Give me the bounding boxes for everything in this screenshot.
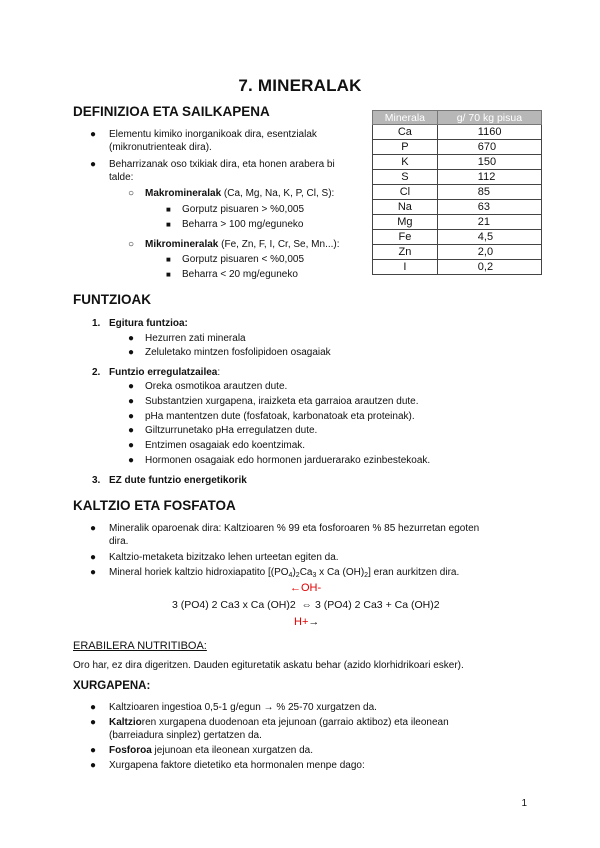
b3-sub: 3: [312, 572, 317, 579]
h-plus-label: H+: [294, 616, 309, 628]
table-header: Minerala: [373, 111, 438, 125]
micro-rest: (Fe, Zn, F, I, Cr, Se, Mn...):: [218, 239, 340, 250]
minerals-table: [372, 110, 542, 275]
table-cell: Zn: [373, 245, 438, 260]
b3-sub: 2: [295, 572, 300, 579]
b3-sub: 4: [288, 572, 293, 579]
sec3-bullet-3: [109, 566, 459, 582]
bullet-square: ■: [166, 205, 171, 214]
func-1-sub-2: Zeluletako mintzen fosfolipidoen osagaiak: [145, 347, 331, 358]
table-row: [373, 170, 542, 185]
bullet-disc: ●: [90, 552, 97, 563]
b3-text: ] eran aurkitzen dira.: [368, 567, 460, 578]
func-2-sub-3: pHa mantentzen dute (fosfatoak, karbonatoak eta proteinak).: [145, 411, 415, 422]
bullet-disc: ●: [128, 440, 135, 451]
bullet-square: ■: [166, 255, 171, 264]
equilibrium-formula: 3 (PO4) 2 Ca3 x Ca (OH)2 ⇔ 3 (PO4) 2 Ca3 + Ca (OH)2: [172, 599, 440, 611]
bullet-circle: ○: [128, 188, 135, 199]
arrow-oh-label: ←OH-: [290, 582, 322, 594]
macro-rest: (Ca, Mg, Na, K, P, Cl, S):: [221, 188, 335, 199]
table-cell: Fe: [373, 230, 438, 245]
table-row: [373, 200, 542, 215]
erabilera-text: Oro har, ez dira digeritzen. Dauden egituretatik askatu behar (azido klorhidrikoari esker).: [73, 660, 464, 671]
bullet-disc: ●: [128, 333, 135, 344]
func-2-sub-1: Oreka osmotikoa arautzen dute.: [145, 381, 288, 392]
sec3-b1-line1: Mineralik oparoenak dira: Kaltzioaren % 99 eta fosforoaren % 85 hezurretan egoten: [109, 523, 480, 534]
xurg-b2-line2: (barreiadura sinplez) gertatzen da.: [109, 730, 262, 741]
func-2-sub-6: Hormonen osagaiak edo hormonen jarduerarako ezinbestekoak.: [145, 455, 431, 466]
sec1-b2-line2: talde:: [109, 172, 134, 183]
bullet-square: ■: [166, 220, 171, 229]
right-arrow-icon: →: [308, 616, 320, 628]
table-header: g/ 70 kg pisua: [437, 111, 541, 125]
micro-label: Mikromineralak: [145, 239, 219, 250]
micro-item: [145, 238, 340, 251]
macro-label: Makromineralak: [145, 188, 222, 199]
table-cell: 21: [437, 215, 541, 230]
table-cell: 150: [437, 155, 541, 170]
table-row: [373, 230, 542, 245]
bullet-disc: ●: [90, 523, 97, 534]
bullet-disc: ●: [128, 347, 135, 358]
table-row: [373, 245, 542, 260]
table-row: [373, 260, 542, 275]
func-2-sub-4: Giltzurrunetako pHa erregulatzen dute.: [145, 425, 318, 436]
func-3-label: EZ dute funtzio energetikorik: [109, 475, 247, 486]
table-header-row: [373, 111, 542, 125]
table-cell: 670: [437, 140, 541, 155]
bullet-disc: ●: [128, 381, 135, 392]
bullet-disc: ●: [90, 159, 97, 170]
micro-sub-2: Beharra < 20 mg/eguneko: [182, 269, 298, 280]
page-title: 7. MINERALAK: [238, 76, 362, 95]
heading-definizioa: DEFINIZIOA ETA SAILKAPENA: [73, 104, 270, 119]
table-cell: S: [373, 170, 438, 185]
table-cell: Cl: [373, 185, 438, 200]
table-row: [373, 125, 542, 140]
table-cell: 63: [437, 200, 541, 215]
xurg-bullet-3: [109, 744, 313, 757]
func-1-sub-1: Hezurren zati minerala: [145, 333, 246, 344]
xurg-b2-rest: ren xurgapena duodenoan eta jejunoan (garraio aktiboz) eta ileonean: [141, 717, 449, 728]
sec1-bullet-1: [109, 128, 361, 154]
bullet-disc: ●: [90, 567, 97, 578]
xurg-bullet-4: Xurgapena faktore dietetiko eta hormonalen menpe dago:: [109, 760, 365, 771]
sec1-b2-line1: Beharrizanak oso txikiak dira, eta honen arabera bi: [109, 159, 335, 170]
func-2-label: [109, 366, 220, 379]
macro-sub-1: Gorputz pisuaren > %0,005: [182, 204, 305, 215]
table-cell: K: [373, 155, 438, 170]
bullet-disc: ●: [90, 129, 97, 140]
macro-item: [145, 187, 334, 200]
table-row: [373, 215, 542, 230]
bullet-disc: ●: [128, 396, 135, 407]
b3-text: ): [292, 567, 296, 578]
bullet-circle: ○: [128, 239, 135, 250]
b3-text: Mineral horiek kaltzio hidroxiapatito [(PO: [109, 567, 289, 578]
fosforoa-bold: Fosforoa: [109, 745, 152, 756]
sec1-bullet-2: [109, 158, 361, 184]
table-cell: 1160: [437, 125, 541, 140]
table-cell: 112: [437, 170, 541, 185]
func-2-label-text: Funtzio erregulatzailea: [109, 367, 218, 378]
bullet-disc: ●: [128, 455, 135, 466]
page-number: 1: [521, 798, 527, 809]
bullet-disc: ●: [90, 717, 97, 728]
sec3-b1-line2: dira.: [109, 536, 129, 547]
table-cell: Mg: [373, 215, 438, 230]
bullet-disc: ●: [128, 425, 135, 436]
table-cell: P: [373, 140, 438, 155]
sec1-b1-line2: (mikronutrienteak dira).: [109, 142, 212, 153]
sec3-bullet-1: [109, 522, 539, 548]
xurg-bullet-2: [109, 716, 527, 742]
xurg-bullet-1: Kaltzioaren ingestioa 0,5-1 g/egun → % 25-70 xurgatzen da.: [109, 702, 377, 713]
sec1-b1-line1: Elementu kimiko inorganikoak dira, esentzialak: [109, 129, 317, 140]
table-row: [373, 185, 542, 200]
heading-erabilera: ERABILERA NUTRITIBOA:: [73, 640, 207, 652]
b3-text: x Ca (OH): [316, 567, 365, 578]
macro-sub-2: Beharra > 100 mg/eguneko: [182, 219, 304, 230]
heading-xurgapena: XURGAPENA:: [73, 680, 151, 692]
table-cell: 4,5: [437, 230, 541, 245]
table-cell: 2,0: [437, 245, 541, 260]
bullet-disc: ●: [90, 760, 97, 771]
b3-sub: 2: [364, 572, 369, 579]
heading-kaltzio-fosfatoa: KALTZIO ETA FOSFATOA: [73, 498, 236, 513]
func-1-label: Egitura funtzioa:: [109, 318, 188, 329]
table-cell: 0,2: [437, 260, 541, 275]
func-2-sub-2: Substantzien xurgapena, iraizketa eta garraioa arautzen dute.: [145, 396, 419, 407]
sec3-bullet-2: Kaltzio-metaketa bizitzako lehen urteetan egiten da.: [109, 552, 339, 563]
bullet-disc: ●: [90, 702, 97, 713]
table-cell: I: [373, 260, 438, 275]
table-cell: Na: [373, 200, 438, 215]
micro-sub-1: Gorputz pisuaren < %0,005: [182, 254, 305, 265]
table-row: [373, 155, 542, 170]
bullet-disc: ●: [128, 411, 135, 422]
func-2-num: 2.: [92, 367, 101, 378]
bullet-disc: ●: [90, 745, 97, 756]
bullet-square: ■: [166, 270, 171, 279]
table-cell: 85: [437, 185, 541, 200]
func-2-sub-5: Entzimen osagaiak edo koentzimak.: [145, 440, 306, 451]
heading-funtzioak: FUNTZIOAK: [73, 292, 151, 307]
table-row: [373, 140, 542, 155]
arrow-h-label: [294, 616, 319, 628]
b3-text: Ca: [299, 567, 313, 578]
xurg-b3-rest: jejunoan eta ileonean xurgatzen da.: [151, 745, 314, 756]
func-3-num: 3.: [92, 475, 101, 486]
func-2-colon: :: [217, 367, 221, 378]
table-cell: Ca: [373, 125, 438, 140]
kaltzio-bold: Kaltzio: [109, 717, 142, 728]
func-1-num: 1.: [92, 318, 101, 329]
